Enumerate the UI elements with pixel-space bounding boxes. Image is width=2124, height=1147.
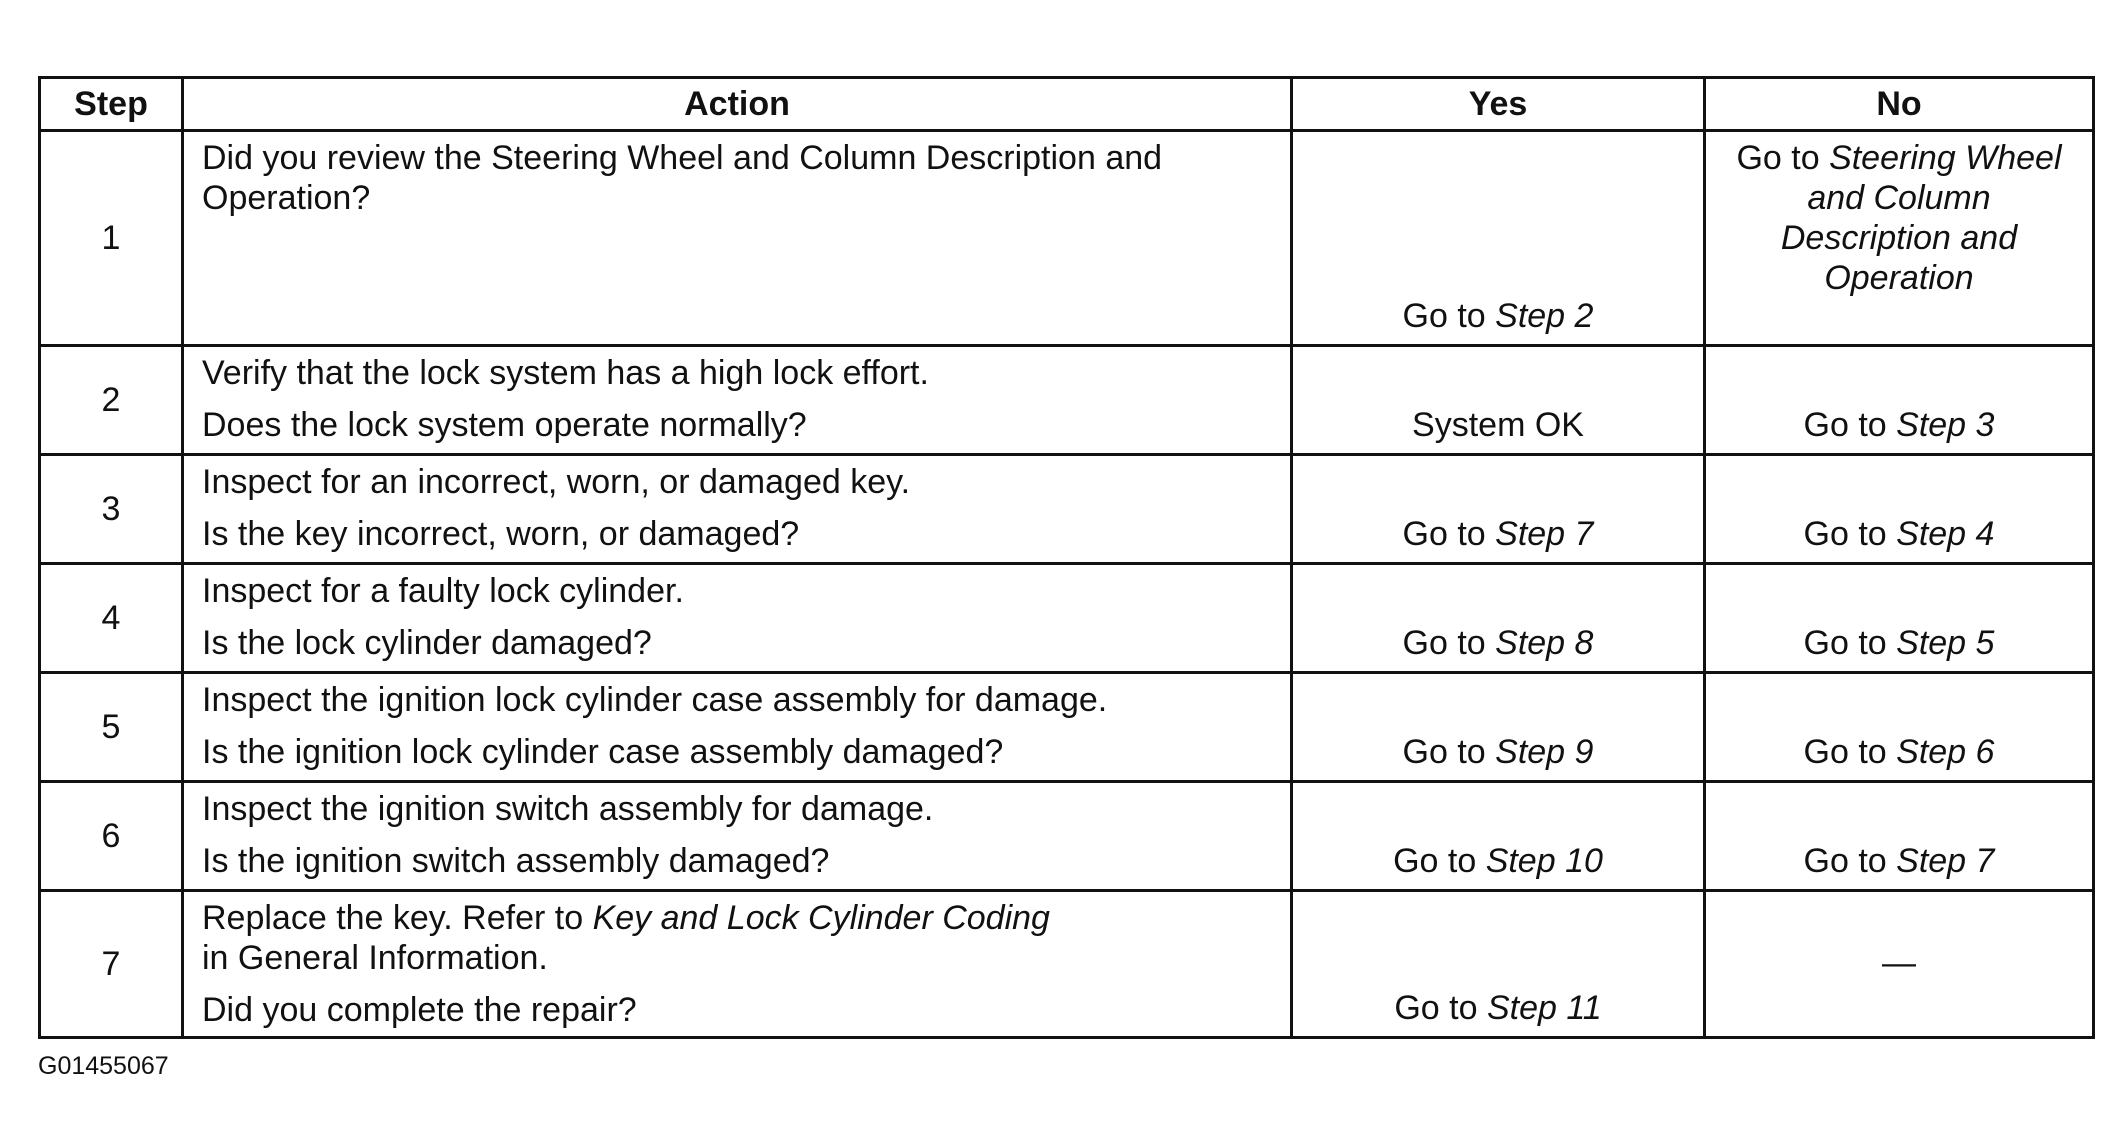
no-cell [1705, 455, 2094, 564]
no-reference-link[interactable]: Steering Wheel [1829, 139, 2062, 177]
no-prefix: Go to [1736, 139, 1830, 177]
yes-prefix: Go to [1402, 733, 1496, 771]
step-number: 3 [40, 455, 183, 564]
action-text: Verify that the lock system has a high lock effort. [202, 354, 929, 392]
step-number: 6 [40, 782, 183, 891]
yes-cell [1292, 891, 1705, 1038]
step-number: 1 [40, 131, 183, 346]
no-reference-link[interactable]: Operation [1824, 259, 1974, 297]
question-text: Is the ignition switch assembly damaged? [202, 842, 830, 880]
table-row [40, 673, 2094, 782]
table-row [40, 891, 2094, 1038]
yes-step-link[interactable]: Step 9 [1495, 733, 1594, 771]
yes-prefix: Go to [1402, 297, 1496, 335]
table-row [40, 564, 2094, 673]
yes-prefix: Go to [1402, 515, 1496, 553]
no-prefix: Go to [1803, 624, 1897, 662]
yes-cell [1292, 673, 1705, 782]
header-step: Step [40, 78, 183, 131]
table-row [40, 131, 2094, 346]
yes-step-link[interactable]: Step 2 [1495, 297, 1594, 335]
yes-cell [1292, 564, 1705, 673]
diagnostic-table [38, 76, 2095, 1039]
no-prefix: Go to [1803, 515, 1897, 553]
action-cell [183, 564, 1292, 673]
question-text: Is the key incorrect, worn, or damaged? [202, 515, 800, 553]
no-step-link[interactable]: Step 7 [1896, 842, 1995, 880]
action-reference-link[interactable]: Key and Lock Cylinder Coding [592, 899, 1050, 937]
no-step-link[interactable]: Step 4 [1896, 515, 1995, 553]
question-text: Is the lock cylinder damaged? [202, 624, 652, 662]
figure-id: G01455067 [38, 1052, 169, 1080]
table-row [40, 346, 2094, 455]
action-cell [183, 455, 1292, 564]
no-prefix: Go to [1803, 406, 1897, 444]
yes-step-link[interactable]: Step 7 [1495, 515, 1594, 553]
no-reference-link[interactable]: Description and [1780, 219, 2018, 257]
step-number: 7 [40, 891, 183, 1038]
no-reference-link[interactable]: and Column [1807, 179, 1991, 217]
action-cell [183, 891, 1292, 1038]
header-row [40, 78, 2094, 131]
no-step-link[interactable]: Step 6 [1896, 733, 1995, 771]
no-dash: — [1882, 944, 1916, 982]
yes-cell [1292, 131, 1705, 346]
yes-prefix: Go to [1394, 989, 1487, 1027]
action-text: Inspect for a faulty lock cylinder. [202, 572, 684, 610]
table-row [40, 455, 2094, 564]
question-text: Does the lock system operate normally? [202, 406, 807, 444]
yes-cell [1292, 346, 1705, 455]
action-text: Operation? [202, 179, 371, 217]
action-cell [183, 346, 1292, 455]
no-step-link[interactable]: Step 5 [1896, 624, 1995, 662]
question-text: Did you complete the repair? [202, 991, 637, 1029]
no-cell [1705, 782, 2094, 891]
action-text: Inspect for an incorrect, worn, or damaged key. [202, 463, 911, 501]
no-cell [1705, 564, 2094, 673]
action-cell [183, 131, 1292, 346]
yes-cell [1292, 455, 1705, 564]
action-text: Inspect the ignition switch assembly for damage. [202, 790, 934, 828]
step-number: 2 [40, 346, 183, 455]
no-prefix: Go to [1803, 842, 1897, 880]
yes-cell [1292, 782, 1705, 891]
action-cell [183, 673, 1292, 782]
question-text: Is the ignition lock cylinder case assembly damaged? [202, 733, 1004, 771]
yes-prefix: Go to [1402, 624, 1496, 662]
header-no: No [1705, 78, 2094, 131]
yes-step-link[interactable]: Step 8 [1495, 624, 1594, 662]
action-cell [183, 782, 1292, 891]
no-cell [1705, 891, 2094, 1038]
yes-step-link[interactable]: Step 11 [1486, 989, 1602, 1027]
step-number: 5 [40, 673, 183, 782]
no-prefix: Go to [1803, 733, 1897, 771]
step-number: 4 [40, 564, 183, 673]
yes-step-link[interactable]: Step 10 [1485, 842, 1603, 880]
table-row [40, 782, 2094, 891]
no-cell [1705, 131, 2094, 346]
no-cell [1705, 673, 2094, 782]
yes-prefix: Go to [1393, 842, 1486, 880]
action-text: Replace the key. Refer to [202, 899, 593, 937]
no-step-link[interactable]: Step 3 [1896, 406, 1995, 444]
yes-result: System OK [1412, 406, 1584, 444]
action-text: in General Information. [202, 939, 548, 977]
action-text: Did you review the Steering Wheel and Column Description and [202, 139, 1163, 177]
no-cell [1705, 346, 2094, 455]
header-yes: Yes [1292, 78, 1705, 131]
action-text: Inspect the ignition lock cylinder case assembly for damage. [202, 681, 1108, 719]
header-action: Action [183, 78, 1292, 131]
